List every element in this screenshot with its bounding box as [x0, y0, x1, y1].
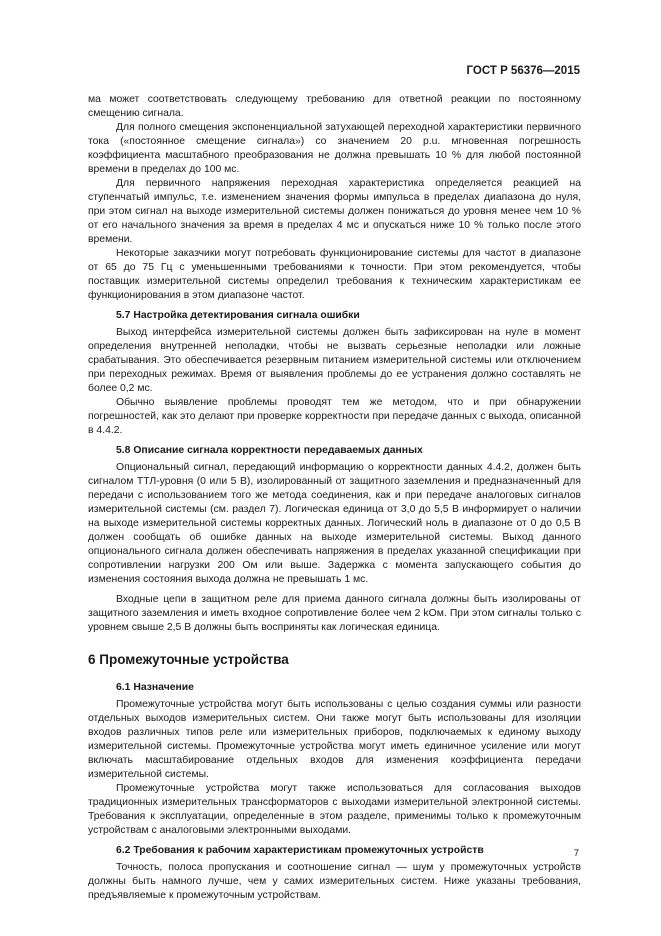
- paragraph: ма может соответствовать следующему требованию для ответной реакции по постоянному смещению сигнала.: [88, 94, 581, 119]
- section-heading-6-2: 6.2 Требования к рабочим характеристикам промежуточных устройств: [116, 845, 484, 856]
- paragraph: Для первичного напряжения переходная характеристика определяется реакцией на ступенчатый импульс, т.е. изменением значения формы импульса в пределах диапазона до нуля, при этом сигнал на выходе измерительной системы должен понижаться до уровня менее чем 10 % от его начального значения за время в пределах 4 мс и опускаться ниже 10 % только после этого времени.: [88, 178, 581, 245]
- paragraph: Для полного смещения экспоненциальной затухающей переходной характеристики первичного тока («постоянное смещение сигнала») со значением 20 p.u. мгновенная погрешность коэффициента масштабного преобразования не должна превышать 10 % для любой постоянной времени в пределах до 100 мс.: [88, 122, 581, 175]
- section-heading-6-1: 6.1 Назначение: [116, 682, 194, 693]
- paragraph: Промежуточные устройства могут также использоваться для согласования выходов традиционных измерительных трансформаторов с выходами измерительной электронной системы. Требования к эксплуатации, определенные в этом разделе, применимы только к промежуточным устройствам с аналоговыми электронными выходами.: [88, 783, 581, 836]
- page-number: 7: [573, 848, 579, 859]
- paragraph: Некоторые заказчики могут потребовать функционирование системы для частот в диапазоне от 65 до 75 Гц с уменьшенными требованиями к точности. При этом рекомендуется, чтобы поставщик измерительной системы определил требования к техническим характеристикам ее функционирования в этом диапазоне частот.: [88, 248, 581, 301]
- paragraph: Точность, полоса пропускания и соотношение сигнал — шум у промежуточных устройств должны быть намного лучше, чем у самих измерительных систем. Ниже указаны требования, предъявляемые к промежуточным устройствам.: [88, 862, 581, 901]
- paragraph: Входные цепи в защитном реле для приема данного сигнала должны быть изолированы от защитного заземления и иметь входное сопротивление более чем 2 kОм. При этом сигналы только с уровнем свыше 2,5 В должны быть восприняты как логическая единица.: [88, 594, 581, 633]
- section-heading-6: 6 Промежуточные устройства: [88, 652, 289, 667]
- paragraph: Опциональный сигнал, передающий информацию о корректности данных 4.4.2, должен быть сигналом ТТЛ-уровня (0 или 5 В), изолированный от защитного заземления и предназначенный для передачи с использованием того же метода соединения, как и при передаче аналоговых сигналов измерительной системы (см. раздел 7). Логическая единица от 3,0 до 5,5 В информирует о наличии на выходе измерительной системы корректных данных. Логический ноль в диапазоне от 0 до 0,5 В должен сообщать об ошибке данных на выходе измерительной системы. Выход данного опционального сигнала должен обеспечивать напряжения в пределах указанной спецификации при сопротивлении нагрузки 200 Ом или выше. Задержка с момента запускающего события до изменения состояния выхода должна не превышать 1 мс.: [88, 462, 581, 585]
- paragraph: Выход интерфейса измерительной системы должен быть зафиксирован на нуле в момент определения внутренней неполадки, чтобы не вызвать серьезные неполадки или ложные срабатывания. Это обеспечивается резервным питанием измерительной системы или отключением при переходных режимах. Время от выявления проблемы до ее устранения должно составлять не более 0,2 мс.: [88, 327, 581, 394]
- section-heading-5-8: 5.8 Описание сигнала корректности передаваемых данных: [116, 445, 423, 456]
- document-body: [88, 93, 581, 903]
- paragraph: Обычно выявление проблемы проводят тем же методом, что и при обнаружении погрешностей, как это делают при проверке корректности при передаче данных с выхода, описанной в 4.4.2.: [88, 397, 581, 436]
- document-header: ГОСТ Р 56376—2015: [466, 65, 580, 77]
- paragraph: Промежуточные устройства могут быть использованы с целью создания суммы или разности отдельных выходов измерительных систем. Они также могут быть использованы для изоляции входов различных типов реле или измерительных приборов, подключаемых к единому выходу измерительной системы. Промежуточные устройства могут иметь единичное усиление или могут включать масштабирование отдельных входов для изменения коэффициента передачи измерительной системы.: [88, 699, 581, 780]
- section-heading-5-7: 5.7 Настройка детектирования сигнала ошибки: [116, 310, 360, 321]
